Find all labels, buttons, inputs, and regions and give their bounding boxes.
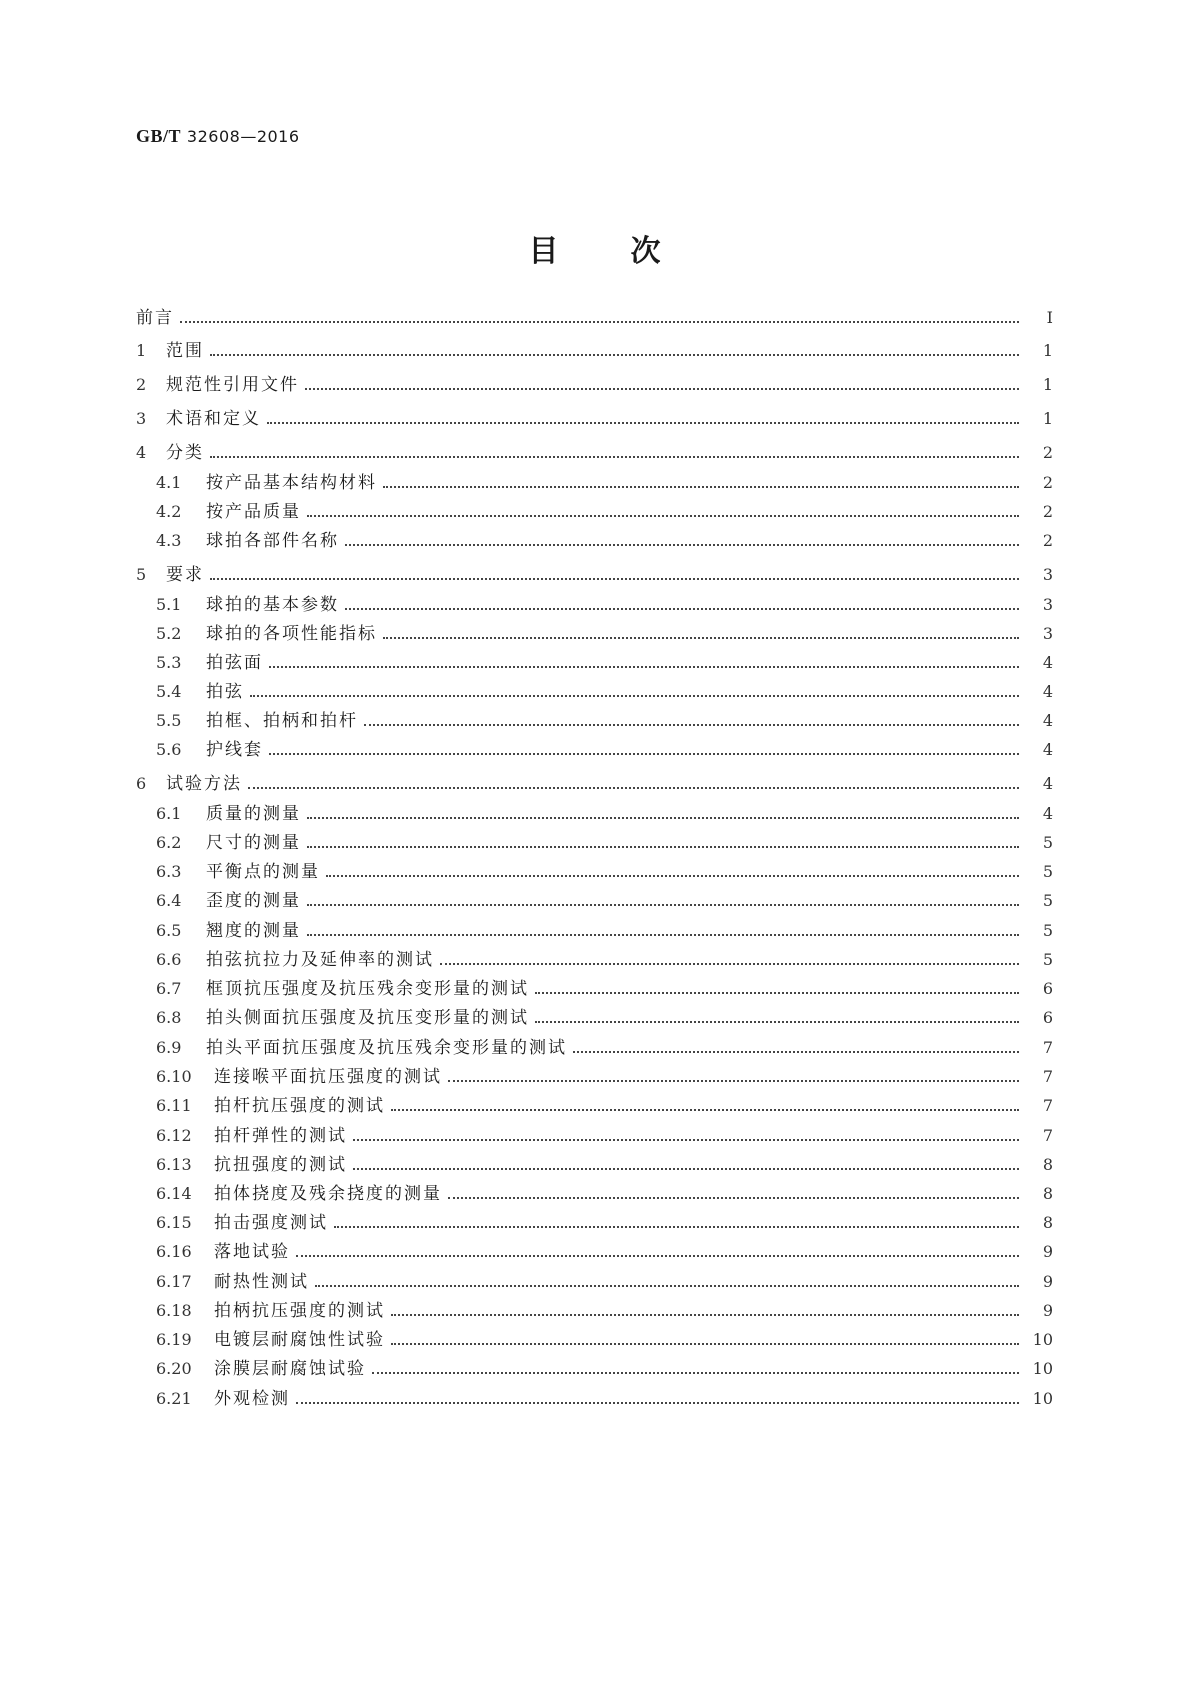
toc-entry-page: 10 xyxy=(1032,1359,1053,1378)
toc-dot-leader xyxy=(326,860,1019,884)
toc-entry-number: 5.5 xyxy=(156,711,182,730)
toc-entry-label: 要求 xyxy=(166,565,204,585)
toc-entry-page: 6 xyxy=(1042,979,1053,998)
toc-entry-number: 4.1 xyxy=(156,473,182,492)
toc-entry xyxy=(156,1065,1053,1089)
toc-dot-leader xyxy=(296,1387,1019,1411)
toc-entry-number: 2 xyxy=(136,375,147,394)
toc-entry-number: 6.6 xyxy=(156,950,182,969)
toc-entry-page: 5 xyxy=(1042,833,1053,852)
toc-entry-label: 规范性引用文件 xyxy=(166,375,299,395)
toc-entry-page: 2 xyxy=(1042,502,1053,521)
toc-dot-leader xyxy=(391,1299,1019,1323)
toc-dot-leader xyxy=(296,1240,1019,1264)
toc-entry-number: 6.21 xyxy=(156,1389,192,1408)
toc-entry-label: 耐热性测试 xyxy=(214,1272,309,1292)
toc-entry-number: 6.5 xyxy=(156,921,182,940)
toc-entry-label: 试验方法 xyxy=(166,774,242,794)
toc-entry xyxy=(156,889,1053,913)
toc-entry-number: 6.14 xyxy=(156,1184,192,1203)
toc-entry-label: 拍头平面抗压强度及抗压残余变形量的测试 xyxy=(206,1038,567,1058)
toc-entry xyxy=(156,1387,1053,1411)
toc-entry-label: 拍弦 xyxy=(206,682,244,702)
toc-entry-number: 6.8 xyxy=(156,1008,182,1027)
toc-dot-leader xyxy=(391,1328,1019,1352)
toc-entry xyxy=(136,407,1053,431)
toc-entry-number: 4.3 xyxy=(156,531,182,550)
document-code-prefix: GB/T xyxy=(136,126,182,146)
toc-entry xyxy=(156,680,1053,704)
toc-entry-page: Ⅰ xyxy=(1046,308,1053,327)
toc-entry xyxy=(156,1006,1053,1030)
toc-entry-page: 2 xyxy=(1042,473,1053,492)
toc-entry-page: 5 xyxy=(1042,891,1053,910)
toc-entry-number: 6.18 xyxy=(156,1301,192,1320)
toc-dot-leader xyxy=(307,831,1019,855)
toc-entry xyxy=(156,1299,1053,1323)
toc-dot-leader xyxy=(315,1270,1019,1294)
toc-entry-page: 10 xyxy=(1032,1389,1053,1408)
toc-dot-leader xyxy=(535,977,1019,1001)
toc-dot-leader xyxy=(307,802,1019,826)
toc-entry xyxy=(156,1036,1053,1060)
toc-entry-page: 4 xyxy=(1042,774,1053,793)
toc-entry-number: 6.19 xyxy=(156,1330,192,1349)
toc-entry-number: 6.17 xyxy=(156,1272,192,1291)
toc-dot-leader xyxy=(248,772,1019,796)
toc-entry-label: 拍头侧面抗压强度及抗压变形量的测试 xyxy=(206,1008,529,1028)
toc-entry-page: 10 xyxy=(1032,1330,1053,1349)
toc-entry xyxy=(136,373,1053,397)
toc-dot-leader xyxy=(573,1036,1019,1060)
toc-entry-label: 拍杆抗压强度的测试 xyxy=(214,1096,385,1116)
toc-entry xyxy=(136,441,1053,465)
toc-entry-number: 5.6 xyxy=(156,740,182,759)
toc-entry-number: 6.13 xyxy=(156,1155,192,1174)
toc-dot-leader xyxy=(353,1153,1019,1177)
toc-entry-label: 分类 xyxy=(166,443,204,463)
toc-entry-page: 3 xyxy=(1042,565,1053,584)
toc-entry-number: 6.4 xyxy=(156,891,182,910)
toc-entry-label: 拍击强度测试 xyxy=(214,1213,328,1233)
document-code-number: 32608—2016 xyxy=(186,127,300,146)
toc-entry-page: 1 xyxy=(1042,341,1053,360)
toc-entry xyxy=(136,339,1053,363)
toc-entry-page: 9 xyxy=(1042,1242,1053,1261)
toc-entry-page: 4 xyxy=(1042,653,1053,672)
toc-entry xyxy=(156,529,1053,553)
toc-entry-page: 4 xyxy=(1042,804,1053,823)
toc-entry xyxy=(156,622,1053,646)
toc-entry-page: 5 xyxy=(1042,921,1053,940)
toc-entry-number: 5 xyxy=(136,565,147,584)
toc-entry-page: 9 xyxy=(1042,1272,1053,1291)
toc-entry xyxy=(156,1153,1053,1177)
toc-entry-label: 球拍各部件名称 xyxy=(206,531,339,551)
toc-entry-page: 4 xyxy=(1042,682,1053,701)
toc-entry xyxy=(156,919,1053,943)
toc-entry-page: 3 xyxy=(1042,624,1053,643)
toc-entry-label: 按产品基本结构材料 xyxy=(206,473,377,493)
toc-dot-leader xyxy=(364,709,1019,733)
toc-entry xyxy=(156,738,1053,762)
page-title-char-2: 次 xyxy=(630,234,663,269)
toc-dot-leader xyxy=(210,441,1019,465)
toc-entry-label: 术语和定义 xyxy=(166,409,261,429)
toc-entry xyxy=(156,1094,1053,1118)
toc-entry xyxy=(156,1240,1053,1264)
toc-dot-leader xyxy=(180,306,1019,330)
toc-entry-number: 6.15 xyxy=(156,1213,192,1232)
toc-entry xyxy=(136,772,1053,796)
toc-entry xyxy=(156,802,1053,826)
toc-entry xyxy=(156,471,1053,495)
toc-dot-leader xyxy=(353,1124,1019,1148)
toc-entry-label: 电镀层耐腐蚀性试验 xyxy=(214,1330,385,1350)
toc-entry xyxy=(156,651,1053,675)
toc-entry-number: 4 xyxy=(136,443,147,462)
toc-entry-page: 1 xyxy=(1042,375,1053,394)
toc-entry-number: 5.1 xyxy=(156,595,182,614)
toc-entry xyxy=(156,1270,1053,1294)
toc-entry xyxy=(156,1124,1053,1148)
toc-entry-page: 9 xyxy=(1042,1301,1053,1320)
toc-entry-label: 护线套 xyxy=(206,740,263,760)
toc-entry-number: 6.11 xyxy=(156,1096,192,1115)
toc-entry-number: 1 xyxy=(136,341,147,360)
toc-entry-number: 6.20 xyxy=(156,1359,192,1378)
toc-entry-page: 6 xyxy=(1042,1008,1053,1027)
toc-entry-page: 4 xyxy=(1042,740,1053,759)
toc-dot-leader xyxy=(305,373,1019,397)
toc-entry-number: 6.7 xyxy=(156,979,182,998)
toc-entry xyxy=(156,860,1053,884)
toc-entry-label: 抗扭强度的测试 xyxy=(214,1155,347,1175)
toc-entry-label: 尺寸的测量 xyxy=(206,833,301,853)
toc-dot-leader xyxy=(210,563,1019,587)
toc-entry-number: 5.3 xyxy=(156,653,182,672)
page-title-char-1: 目 xyxy=(528,234,561,269)
toc-entry-number: 6.16 xyxy=(156,1242,192,1261)
toc-entry xyxy=(156,709,1053,733)
toc-dot-leader xyxy=(269,738,1019,762)
toc-entry-label: 球拍的基本参数 xyxy=(206,595,339,615)
toc-entry-page: 7 xyxy=(1042,1067,1053,1086)
toc-dot-leader xyxy=(210,339,1019,363)
toc-dot-leader xyxy=(269,651,1019,675)
toc-entry-label: 拍弦面 xyxy=(206,653,263,673)
toc-entry-page: 8 xyxy=(1042,1184,1053,1203)
toc-dot-leader xyxy=(391,1094,1019,1118)
toc-entry-label: 落地试验 xyxy=(214,1242,290,1262)
toc-entry-label: 框顶抗压强度及抗压残余变形量的测试 xyxy=(206,979,529,999)
toc-dot-leader xyxy=(448,1065,1019,1089)
toc-entry-page: 4 xyxy=(1042,711,1053,730)
toc-entry xyxy=(156,1328,1053,1352)
toc-entry xyxy=(136,563,1053,587)
toc-entry-number: 4.2 xyxy=(156,502,182,521)
toc-entry-number: 3 xyxy=(136,409,147,428)
toc-dot-leader xyxy=(345,593,1019,617)
toc-entry-page: 7 xyxy=(1042,1096,1053,1115)
toc-entry-label: 拍体挠度及残余挠度的测量 xyxy=(214,1184,442,1204)
toc-entry-label: 连接喉平面抗压强度的测试 xyxy=(214,1067,442,1087)
toc-entry-label: 拍弦抗拉力及延伸率的测试 xyxy=(206,950,434,970)
toc-entry xyxy=(156,1182,1053,1206)
toc-dot-leader xyxy=(383,622,1019,646)
toc-entry-number: 6.12 xyxy=(156,1126,192,1145)
toc-entry-label: 范围 xyxy=(166,341,204,361)
toc-entry xyxy=(136,306,1053,330)
toc-entry-number: 6.9 xyxy=(156,1038,182,1057)
toc-entry-label: 歪度的测量 xyxy=(206,891,301,911)
toc-entry-label: 质量的测量 xyxy=(206,804,301,824)
toc-entry-label: 外观检测 xyxy=(214,1389,290,1409)
toc-entry-label: 翘度的测量 xyxy=(206,921,301,941)
toc-entry-number: 6.2 xyxy=(156,833,182,852)
toc-entry-number: 6 xyxy=(136,774,147,793)
toc-dot-leader xyxy=(307,889,1019,913)
toc-dot-leader xyxy=(440,948,1019,972)
toc-entry-label: 拍杆弹性的测试 xyxy=(214,1126,347,1146)
toc-entry-number: 6.10 xyxy=(156,1067,192,1086)
toc-entry-page: 1 xyxy=(1042,409,1053,428)
toc-entry-label: 涂膜层耐腐蚀试验 xyxy=(214,1359,366,1379)
toc-dot-leader xyxy=(448,1182,1019,1206)
toc-entry-number: 5.4 xyxy=(156,682,182,701)
toc-dot-leader xyxy=(267,407,1019,431)
toc-entry-page: 2 xyxy=(1042,443,1053,462)
toc-entry xyxy=(156,593,1053,617)
toc-entry-number: 6.1 xyxy=(156,804,182,823)
toc-entry-label: 前言 xyxy=(136,308,174,328)
toc-entry-number: 5.2 xyxy=(156,624,182,643)
toc-dot-leader xyxy=(383,471,1019,495)
toc-entry-number: 6.3 xyxy=(156,862,182,881)
toc-dot-leader xyxy=(307,500,1019,524)
toc-entry xyxy=(156,948,1053,972)
toc-entry-label: 拍柄抗压强度的测试 xyxy=(214,1301,385,1321)
toc-entry xyxy=(156,977,1053,1001)
toc-entry xyxy=(156,831,1053,855)
toc-entry-page: 7 xyxy=(1042,1126,1053,1145)
toc-entry-label: 平衡点的测量 xyxy=(206,862,320,882)
toc-entry-page: 2 xyxy=(1042,531,1053,550)
toc-entry xyxy=(156,1211,1053,1235)
toc-entry-page: 7 xyxy=(1042,1038,1053,1057)
toc-entry xyxy=(156,500,1053,524)
toc-entry-label: 拍框、拍柄和拍杆 xyxy=(206,711,358,731)
toc-dot-leader xyxy=(345,529,1019,553)
toc-entry-page: 5 xyxy=(1042,862,1053,881)
toc-dot-leader xyxy=(535,1006,1019,1030)
toc-entry-page: 8 xyxy=(1042,1155,1053,1174)
toc-dot-leader xyxy=(334,1211,1019,1235)
toc-entry-page: 5 xyxy=(1042,950,1053,969)
toc-dot-leader xyxy=(250,680,1019,704)
toc-dot-leader xyxy=(307,919,1019,943)
toc-dot-leader xyxy=(372,1357,1019,1381)
toc-entry-page: 3 xyxy=(1042,595,1053,614)
toc-entry xyxy=(156,1357,1053,1381)
toc-entry-label: 球拍的各项性能指标 xyxy=(206,624,377,644)
toc-entry-label: 按产品质量 xyxy=(206,502,301,522)
toc-entry-page: 8 xyxy=(1042,1213,1053,1232)
